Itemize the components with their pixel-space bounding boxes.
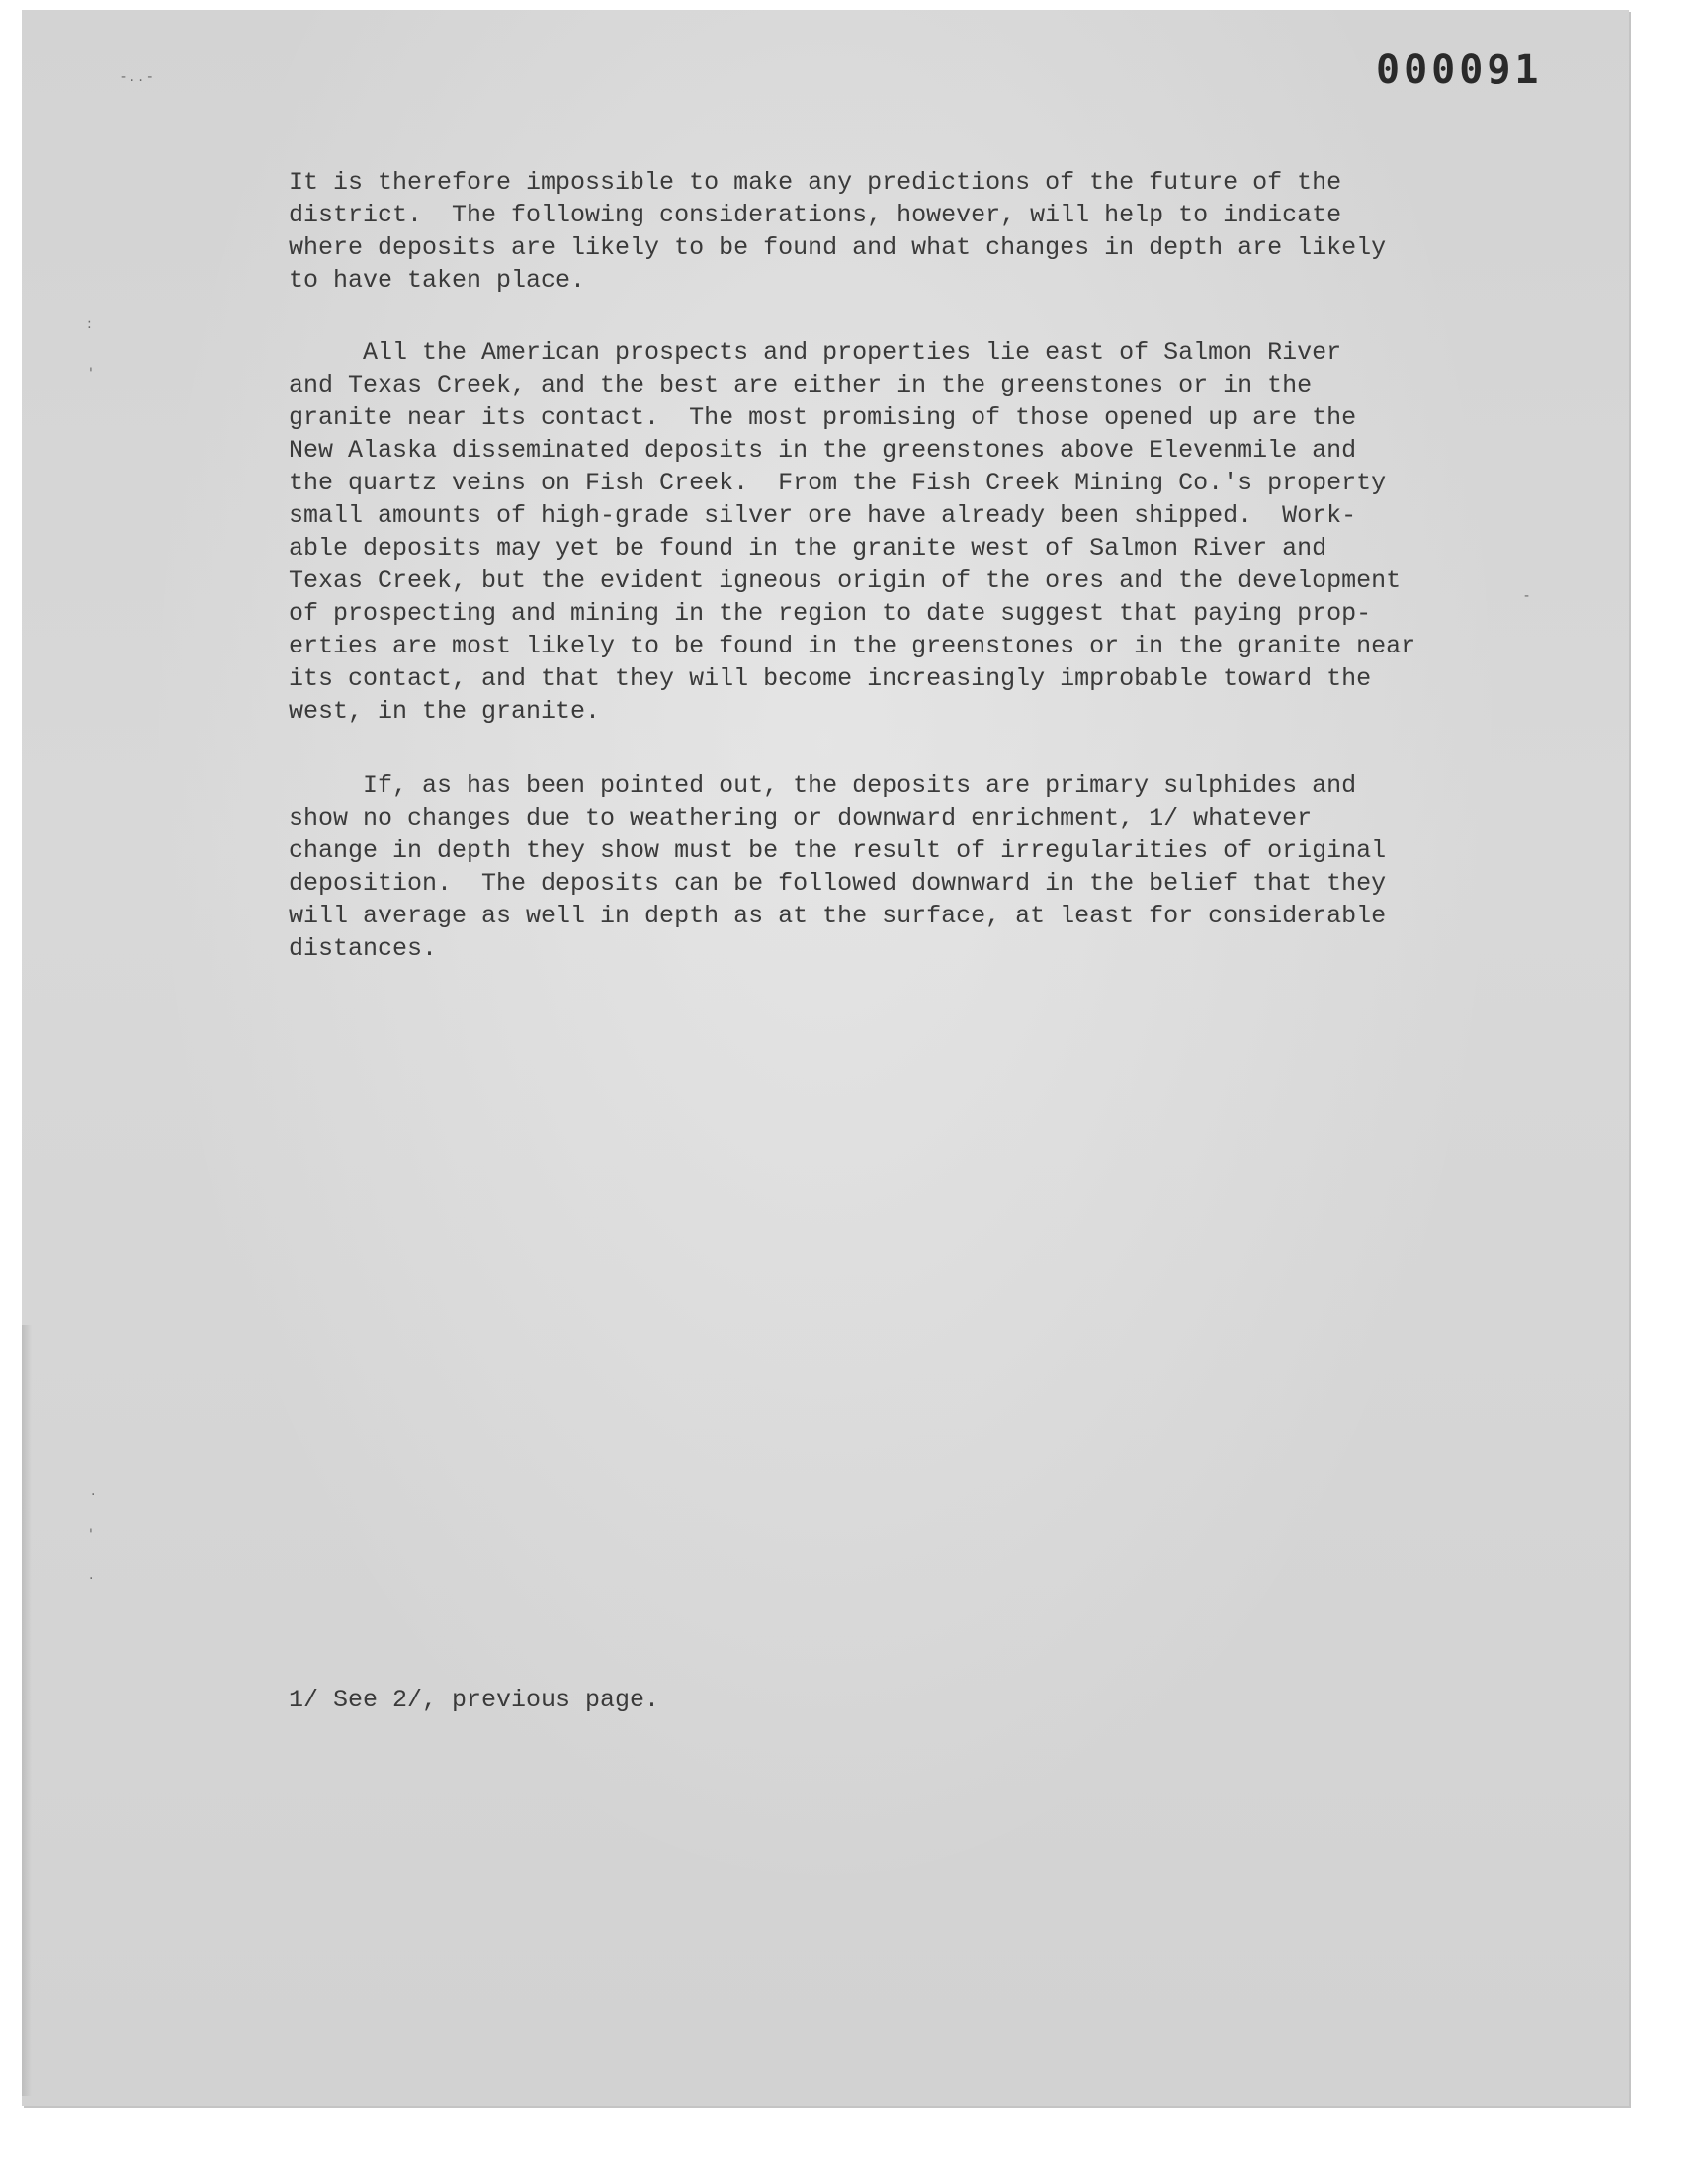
- scan-speck: - . . -: [121, 69, 153, 85]
- page-number: 000091: [1376, 47, 1543, 93]
- footnote: 1/ See 2/, previous page.: [289, 1686, 660, 1714]
- paragraph-2: All the American prospects and properties lie east of Salmon River and Texas Creek, and the best are either in the greenstones or in the granite near its contact. The most promising of those opened up are the New Alaska disseminated deposits in the greenstones above Elevenmile and the quartz veins on Fish Creek. From the Fish Creek Mining Co.'s property small amounts of high-grade silver ore have already been shipped. Work- able deposits may yet be found in the granite west of Salmon River and Texas Creek, but the evident igneous origin of the ores and the development of prospecting and mining in the region to date suggest that paying prop- erties are most likely to be found in the greenstones or in the granite near its contact, and that they will become increasingly improbable toward the west, in the granite.: [289, 338, 1416, 726]
- paragraph-1: It is therefore impossible to make any predictions of the future of the district. The following considerations, however, will help to indicate where deposits are likely to be found and what changes in depth are likely to have taken place.: [289, 168, 1387, 295]
- paragraph-3: If, as has been pointed out, the deposits are primary sulphides and show no changes due to weathering or downward enrichment, 1/ whatever change in depth they show must be the result of irregularities of original deposition. The deposits can be followed downward in the belief that they will average as well in depth as at the surface, at least for considerable distances.: [289, 771, 1387, 963]
- scan-speck: ': [89, 366, 93, 382]
- scan-speck: .: [91, 1483, 96, 1499]
- page-edge-shadow: [22, 1325, 32, 2096]
- scan-speck: :: [87, 316, 92, 332]
- scan-speck: .: [89, 1567, 94, 1583]
- scan-speck: -: [1524, 588, 1530, 604]
- scan-speck: ': [89, 1527, 93, 1543]
- document-page: [22, 10, 1629, 2106]
